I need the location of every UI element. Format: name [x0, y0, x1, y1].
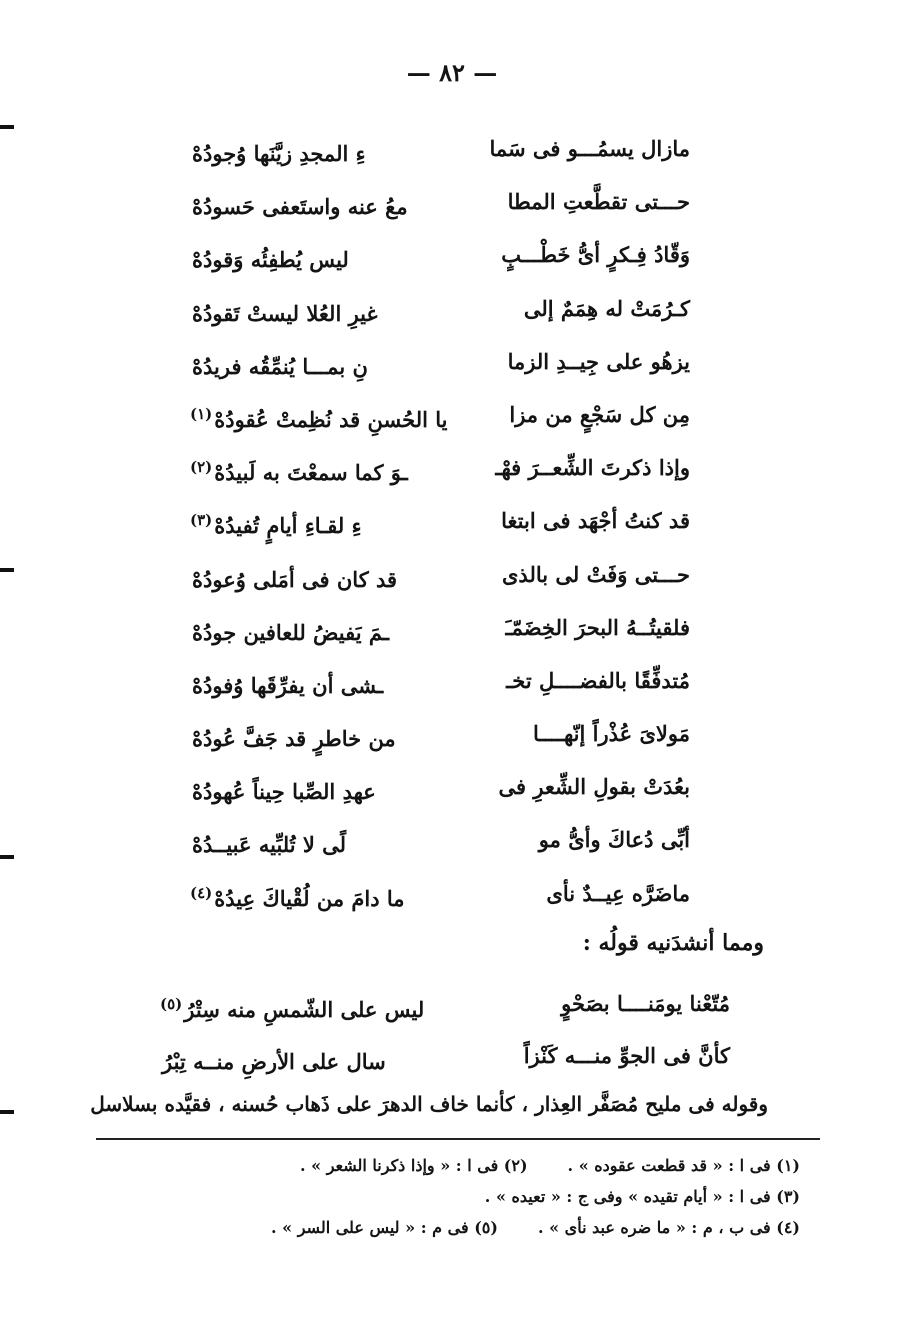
verse-second-hemistich: من خاطرٍ قد جَفَّ عُودُهْ [192, 726, 396, 752]
verse-first-hemistich: فلقيتُــهُ البحرَ الخِضَمّـَ [505, 614, 690, 640]
verse-line [190, 760, 690, 813]
edge-mark [0, 1110, 14, 1114]
verse-line [190, 175, 690, 228]
footnote-marker: (١) [190, 404, 213, 423]
poem-verses [190, 122, 690, 920]
verse-line [190, 494, 690, 547]
verse-line [190, 867, 690, 920]
footnote: (٢) فى ا : « وإذا ذكرنا الشعر » . [299, 1156, 528, 1175]
verse-first-hemistich: حـــتى وَفَتْ لى بالذى [501, 561, 690, 587]
verse-first-hemistich: كـرُمَتْ له هِمَمٌ إلى [523, 295, 690, 321]
verse-line [190, 548, 690, 601]
verse-second-hemistich: معُ عنه واستَعفى حَسودُهْ [192, 194, 408, 220]
footnotes [200, 1150, 800, 1243]
verse-first-hemistich: كأنَّ فى الجوِّ منـــه كَنْزاً [523, 1043, 730, 1068]
prose-paragraph [88, 1092, 768, 1116]
footnote-marker: (٥) [160, 995, 183, 1013]
verse-second-hemistich: لًى لا تُلبِّيه عَبيــدُهْ [192, 832, 347, 858]
verse-line [190, 813, 690, 866]
verse-first-hemistich: وَقّادُ فِـكرٍ أىُّ خَطْـــبٍ [501, 242, 690, 268]
verse-second-hemistich: غيرِ العُلا ليستْ تَقودُهْ [192, 300, 378, 326]
prose-line: وقوله فى مليح مُصَفَّر العِذار ، كأنما خاف الدهرَ على ذَهاب حُسنه ، فقيَّده بسلاسل [90, 1092, 768, 1116]
verse-first-hemistich: مِن كل سَجْعٍ من مزا [509, 401, 690, 427]
verse-line [160, 1030, 730, 1082]
footnote-line [200, 1181, 800, 1212]
verse-first-hemistich: يزهُو على جِيــدِ الزما [507, 348, 690, 374]
verse-first-hemistich: أبِّى دُعاكَ وأىُّ مو [538, 827, 690, 853]
edge-mark [0, 855, 14, 859]
verse-first-hemistich: حـــتى تقطَّعتِ المطا [507, 189, 690, 215]
verse-first-hemistich: ماضَرَّه عِيــدٌ نأى [546, 880, 690, 906]
verse-second-hemistich: ـمَ يَفيضُ للعافين جودُهْ [192, 619, 390, 645]
edge-mark [0, 125, 14, 129]
verse-second-hemistich: ءِ لقـاءِ أيامٍ تُفيدُهْ$^{(٣)}$ [190, 511, 362, 539]
verse-first-hemistich: وإذا ذكرتَ الشِّعــرَ فهْـ [495, 455, 690, 481]
verse-first-hemistich: مازال يسمُـــو فى سَما [489, 136, 690, 161]
footnote-marker: (٣) [190, 511, 213, 530]
footnote-marker: (٤) [190, 883, 213, 902]
page-number: — ٨٢ — [406, 58, 498, 87]
footnote-line [200, 1212, 800, 1243]
footnote-marker: (٢) [190, 458, 213, 477]
verse-line [190, 335, 690, 388]
poem-verses-2 [160, 978, 730, 1082]
footnote-line [200, 1150, 800, 1181]
footnote: (٣) فى ا : « أيام تقيده » وفى ج : « تعيده » . [484, 1187, 800, 1206]
verse-line [190, 228, 690, 281]
verse-first-hemistich: مَولاىَ عُذْراً إنّهــــا [532, 721, 690, 747]
verse-second-hemistich: نِ بمـــا يُنمِّقُه فريدُهْ [192, 353, 368, 379]
verse-first-hemistich: مُتّعْنا يومَنــــا بصَحْوٍ [561, 991, 730, 1016]
verse-second-hemistich: ءِ المجدِ زيَّنَها وُجودُهْ [192, 141, 366, 166]
verse-second-hemistich: عهدِ الصِّبا حِيناً عُهودُهْ [192, 779, 376, 805]
verse-first-hemistich: بعُدَتْ بقولِ الشِّعرِ فى [498, 774, 690, 800]
verse-second-hemistich: ما دامَ من لُقْياكَ عِيدُهْ$^{(٤)}$ [190, 883, 405, 911]
verse-second-hemistich: سال على الأرضِ منــه تِبْرُ [162, 1049, 386, 1074]
edge-mark [0, 568, 14, 572]
verse-line [190, 707, 690, 760]
verse-line [190, 654, 690, 707]
verse-first-hemistich: قد كنتُ أجْهَد فى ابتغا [501, 508, 690, 534]
verse-second-hemistich: ـوَ كما سمعْتَ به لَبيدُهْ$^{(٢)}$ [190, 458, 408, 486]
verse-first-hemistich: مُتدفِّقًا بالفضــــلِ تخـ [506, 667, 690, 693]
verse-second-hemistich: يا الحُسنِ قد نُظِمتْ عُقودُهْ$^{(١)}$ [190, 404, 448, 432]
verse-line [190, 441, 690, 494]
section-intro: ومما أنشدَنيه قولُه : [582, 930, 764, 956]
footnote: (١) فى ا : « قد قطعت عقوده » . [567, 1156, 800, 1175]
footnote-divider [96, 1138, 820, 1140]
verse-second-hemistich: ليس على الشّمسِ منه سِتْرُ$^{(٥)}$ [160, 995, 425, 1022]
verse-line [160, 978, 730, 1030]
footnote: (٥) فى م : « ليس على السر » . [271, 1218, 498, 1237]
verse-line [190, 601, 690, 654]
verse-second-hemistich: ليس يُطفِئُه وَقودُهْ [192, 247, 349, 273]
verse-second-hemistich: ـشى أن يفرِّقَها وُفودُهْ [192, 672, 384, 698]
verse-line [190, 122, 690, 175]
verse-second-hemistich: قد كان فى أمَلى وُعودُهْ [192, 566, 398, 592]
verse-line [190, 282, 690, 335]
verse-line [190, 388, 690, 441]
footnote: (٤) فى ب ، م : « ما ضره عبد نأى » . [537, 1218, 800, 1237]
